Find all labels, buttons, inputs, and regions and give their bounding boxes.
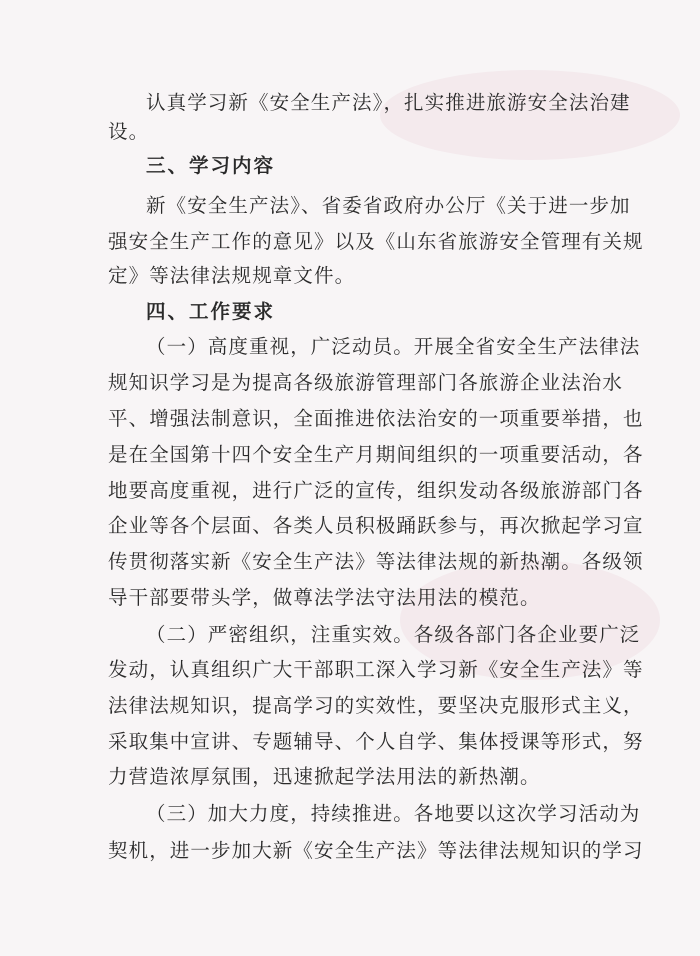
body-text-line: 认真学习新《安全生产法》，扎实推进旅游安全法治建	[146, 91, 631, 114]
body-text-line: （二）严密组织，注重实效。各级各部门各企业要广泛	[146, 623, 641, 646]
body-text-line: 规知识学习是为提高各级旅游管理部门各旅游企业法治水	[108, 371, 624, 394]
body-text-line: 采取集中宣讲、专题辅导、个人自学、集体授课等形式，努	[108, 730, 644, 753]
body-text-line: 导干部要带头学，做尊法学法守法用法的模范。	[108, 586, 541, 609]
body-text-line: 契机，进一步加大新《安全生产法》等法律法规知识的学习	[108, 839, 644, 862]
body-text-line: 平、增强法制意识，全面推进依法治安的一项重要举措，也	[108, 407, 644, 430]
body-text-line: 力营造浓厚氛围，迅速掀起学法用法的新热潮。	[108, 765, 541, 788]
body-text-line: 法律法规知识，提高学习的实效性，要坚决克服形式主义，	[108, 694, 644, 717]
section-heading: 三、学习内容	[146, 154, 276, 177]
body-text-line: 地要高度重视，进行广泛的宣传，组织发动各级旅游部门各	[108, 479, 644, 502]
section-heading: 四、工作要求	[146, 300, 276, 323]
body-text-line: 设。	[108, 120, 150, 143]
body-text-line: （一）高度重视，广泛动员。开展全省安全生产法律法	[146, 335, 641, 358]
body-text-line: 是在全国第十四个安全生产月期间组织的一项重要活动，各	[108, 443, 644, 466]
body-text-line: 强安全生产工作的意见》以及《山东省旅游安全管理有关规	[108, 230, 644, 253]
body-text-line: 定》等法律法规规章文件。	[108, 264, 356, 287]
body-text-line: （三）加大力度，持续推进。各地要以这次学习活动为	[146, 802, 641, 825]
body-text-line: 传贯彻落实新《安全生产法》等法律法规的新热潮。各级领	[108, 550, 644, 573]
body-text-line: 发动，认真组织广大干部职工深入学习新《安全生产法》等	[108, 658, 644, 681]
body-text-line: 企业等各个层面、各类人员积极踊跃参与，再次掀起学习宣	[108, 514, 644, 537]
body-text-line: 新《安全生产法》、省委省政府办公厅《关于进一步加	[146, 194, 631, 217]
